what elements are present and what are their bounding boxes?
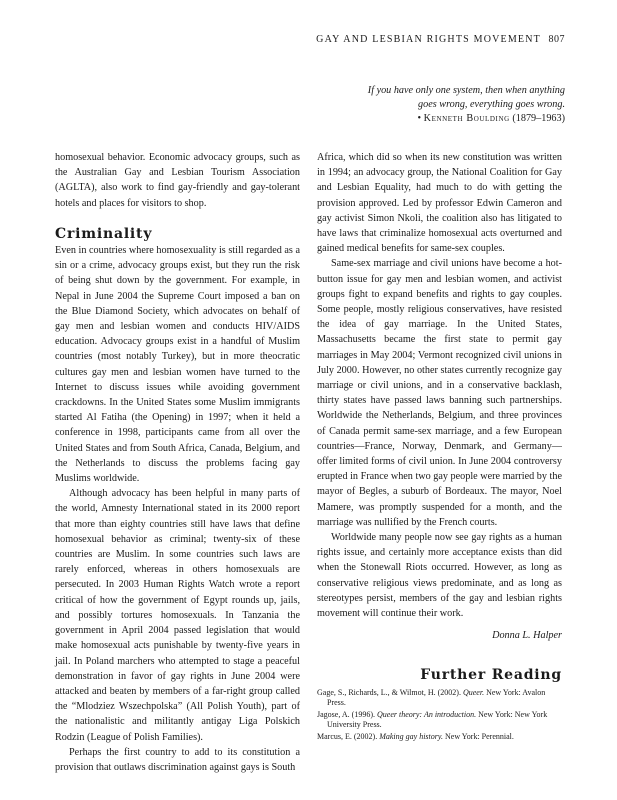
running-header: [316, 34, 565, 45]
paragraph: Even in countries where homosexuality is still regarded as a sin or a crime, advocacy groups exist, but they run the risk of being shut down by the government. For example, in Nepal in June 2004 the Supreme Court imposed a ban on the Blue Diamond Society, which advocates on behalf of gay men and lesbian women and conducts HIV/AIDS education. Advocacy groups exist in a handful of Muslim countries (most notably Turkey), but in more theocratic cultures gay men and lesbian women have turned to the Internet to discuss issues while avoiding government crackdowns. In the United States some Muslim immigrants started Al Fatiha (the Opening) in 1997; when it held a conference in 1998, participants came from all over the United States and from South Africa, Canada, Belgium, and the Netherlands to discuss the problems facing gay Muslims worldwide.: [55, 245, 300, 485]
reference-item: Gage, S., Richards, L., & Wilmot, H. (2002). Queer. New York: Avalon Press.: [317, 687, 546, 708]
epigraph-attribution: [305, 112, 565, 126]
paragraph: Same-sex marriage and civil unions have become a hot-button issue for gay men and lesbian women, and activist groups fight to expand benefits and rights to gay couples. Some people, mostly religious conservatives, have resisted the idea of gay marriage. In the United States, Massachusetts became the first state to permit gay marriages in May 2004; Vermont recognized civil unions in July 2000. However, no other states currently recognize gay marriage or civil unions, and in a conservative backlash, thirty states have passed laws banning such partnerships. Worldwide the Netherlands, Belgium, and three provinces of Canada permit same-sex marriage, and a few European countries—France, Norway, Denmark, and Germany—offer limited forms of civil union. In June 2004 controversy erupted in France when two gay people were married by the mayor of Begles, a suburb of Bordeaux. The mayor, Noel Mamere, was promptly suspended for a month, and the marriage was nullified by the French courts.: [317, 258, 562, 528]
paragraph: Worldwide many people now see gay rights as a human rights issue, and certainly more acceptance exists than did when the Stonewall Riots occurred. However, as long as conservative religious views predominate, and as long as stereotypes persist, members of the gay and lesbian rights movement will continue their work.: [317, 532, 562, 620]
reference-item: Jagose, A. (1996). Queer theory: An introduction. New York: New York University Press.: [317, 709, 548, 730]
left-column: [55, 150, 300, 775]
epigraph-author: Kenneth Boulding: [423, 113, 510, 124]
reference-item: Marcus, E. (2002). Making gay history. New York: Perennial.: [317, 731, 514, 741]
paragraph: Although advocacy has been helpful in many parts of the world, Amnesty International stated in its 2000 report that more than eighty countries still have laws that define homosexual behavior as criminal; twenty-six of these countries are Muslim. In some countries such laws are rarely enforced, whereas in others homosexuals are persecuted. In 2003 Human Rights Watch wrote a report critical of how the government of Egypt rounds up, jails, and possibly tortures homosexuals. In Tanzania the government in April 2004 passed legislation that would make homosexual acts punishable by twenty-five years in jail. In Poland marchers who attempted to stage a peaceful demonstration in favor of gay rights in June 2004 were attacked and beaten by members of a far-right group called the “Mlodziez Wszechpolska” (All Polish Youth), part of the nationalistic and militantly antigay Liga Polskich Rodzin (League of Polish Families).: [55, 488, 300, 743]
paragraph-continued: Africa, which did so when its new constitution was written in 1994; an advocacy group, the National Coalition for Gay and Lesbian Equality, had much to do with getting the provision approved. Led by professor Edwin Cameron and gay activist Simon Nkoli, the coalition also has litigated to have laws that criminalize homosexual acts overturned and gained medical benefits for same-sex couples.: [317, 152, 562, 255]
paragraph-continued: homosexual behavior. Economic advocacy groups, such as the Australian Gay and Lesbian Tourism Association (AGLTA), also work to find gay-friendly and gay-tolerant hotels and places for visitors to shop.: [55, 152, 300, 209]
further-reading-heading: Further Reading: [420, 666, 562, 683]
section-heading-criminality: Criminality: [55, 225, 153, 242]
epigraph: [305, 84, 565, 126]
paragraph: Perhaps the first country to add to its constitution a provision that outlaws discrimination against gays is South: [55, 746, 300, 773]
bullet-icon: •: [417, 113, 422, 124]
epigraph-years: (1879–1963): [512, 113, 565, 124]
epigraph-quote-line-1: If you have only one system, then when anything: [367, 85, 565, 96]
running-title: GAY AND LESBIAN RIGHTS MOVEMENT: [316, 34, 541, 45]
page-number: 807: [548, 34, 565, 45]
right-column: [317, 150, 562, 743]
author-signature: Donna L. Halper: [492, 630, 562, 642]
reference-list: [317, 688, 562, 743]
epigraph-quote-line-2: goes wrong, everything goes wrong.: [418, 99, 565, 110]
